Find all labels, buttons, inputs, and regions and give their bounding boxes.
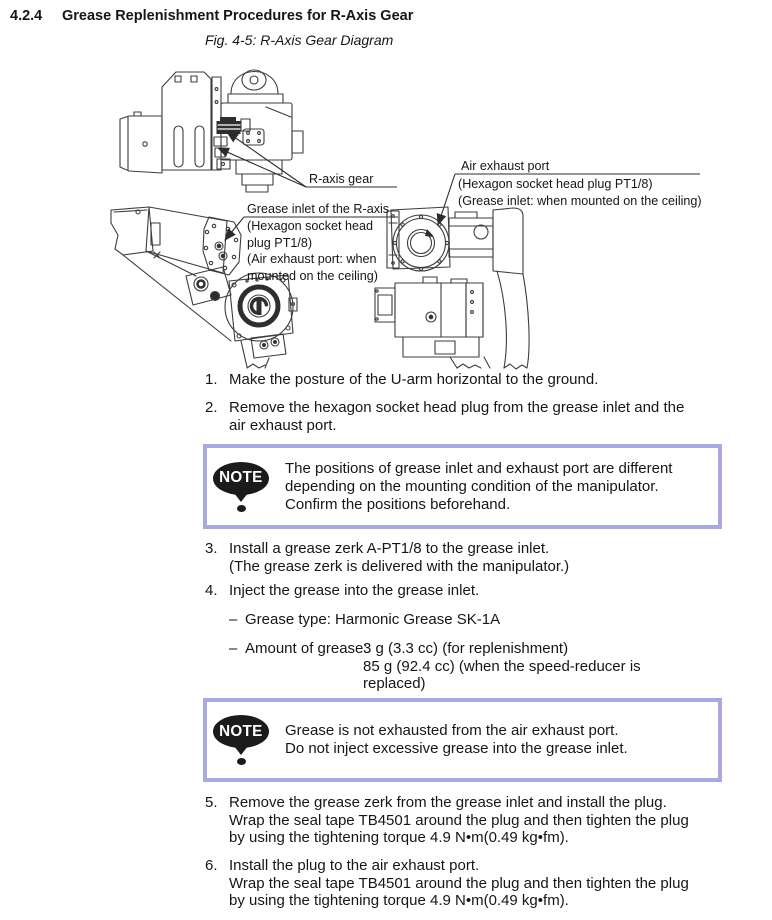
note-icon — [213, 715, 269, 765]
label-grease-inlet-line3: (Air exhaust port: when — [247, 252, 377, 266]
step-text: Remove the hexagon socket head plug from the grease inlet and the — [229, 399, 685, 416]
note-bubble: NOTE — [213, 715, 269, 748]
step-text: by using the tightening torque 4.9 N•m(0.49 kg•fm). — [229, 892, 569, 910]
step-number: 2. — [205, 399, 218, 416]
step-4 — [205, 582, 745, 600]
dash-bullet: – — [229, 640, 238, 657]
note-icon — [213, 462, 269, 512]
step-number: 5. — [205, 794, 218, 811]
label-grease-inlet-line2: plug PT1/8) — [247, 236, 313, 250]
step-3 — [205, 540, 745, 575]
step-text: Install the plug to the air exhaust port. — [229, 857, 480, 874]
step-6 — [205, 857, 745, 910]
step-2 — [205, 399, 745, 434]
note-bubble-tail — [234, 746, 248, 755]
step-number: 1. — [205, 371, 218, 388]
note-box-2 — [203, 698, 722, 782]
step-text: Make the posture of the U-arm horizontal to the ground. — [229, 371, 599, 388]
step-text: (The grease zerk is delivered with the manipulator.) — [229, 557, 570, 575]
diagram-view-front — [375, 207, 529, 369]
step-5 — [205, 794, 745, 847]
diagram-labels — [247, 159, 702, 283]
note-bubble-tail — [234, 493, 248, 502]
step-text: air exhaust port. — [229, 416, 337, 434]
step-number: 4. — [205, 582, 218, 599]
step-number: 6. — [205, 857, 218, 874]
step-text: Inject the grease into the grease inlet. — [229, 582, 480, 599]
note-bubble-dot — [237, 758, 246, 765]
r-axis-gear-diagram — [0, 55, 772, 373]
label-r-axis-gear: R-axis gear — [309, 172, 374, 186]
section-heading — [10, 8, 413, 24]
dash-bullet: – — [229, 611, 238, 628]
note-box-1 — [203, 444, 722, 529]
step-text: Wrap the seal tape TB4501 around the plug and then tighten the plug — [229, 874, 689, 892]
section-number: 4.2.4 — [10, 8, 43, 24]
note-bubble: NOTE — [213, 462, 269, 495]
label-grease-inlet-line1: (Hexagon socket head — [247, 219, 374, 233]
label-grease-inlet-line4: mounted on the ceiling) — [247, 269, 378, 283]
step-text: Wrap the seal tape TB4501 around the plug and then tighten the plug — [229, 811, 689, 829]
figure-caption: Fig. 4-5: R-Axis Gear Diagram — [205, 32, 394, 48]
step-text: by using the tightening torque 4.9 N•m(0.49 kg•fm). — [229, 829, 569, 847]
step-4-amount — [229, 640, 745, 693]
label-air-exhaust-title: Air exhaust port — [461, 159, 550, 173]
step-4-grease-type — [229, 611, 745, 629]
amount-values: 3 g (3.3 cc) (for replenishment) 85 g (92.4 cc) (when the speed-reducer is replaced) — [363, 640, 641, 693]
label-air-exhaust-line1: (Hexagon socket head plug PT1/8) — [458, 177, 653, 191]
step-1 — [205, 371, 745, 389]
step-text: Install a grease zerk A-PT1/8 to the grease inlet. — [229, 540, 550, 557]
label-air-exhaust-line2: (Grease inlet: when mounted on the ceiling) — [458, 194, 702, 208]
note-text: The positions of grease inlet and exhaust port are different depending on the mounting condition of the manipulator. Confirm the positions beforehand. — [285, 459, 673, 513]
note-bubble-dot — [237, 505, 246, 512]
note-text: Grease is not exhausted from the air exhaust port. Do not inject excessive grease into the grease inlet. — [285, 722, 628, 757]
label-grease-inlet-title: Grease inlet of the R-axis — [247, 202, 390, 216]
section-title: Grease Replenishment Procedures for R-Axis Gear — [62, 8, 414, 24]
grease-type-text: Grease type: Harmonic Grease SK-1A — [245, 611, 501, 628]
amount-label: Amount of grease: — [245, 640, 368, 657]
step-number: 3. — [205, 540, 218, 557]
step-text: Remove the grease zerk from the grease inlet and install the plug. — [229, 794, 667, 811]
